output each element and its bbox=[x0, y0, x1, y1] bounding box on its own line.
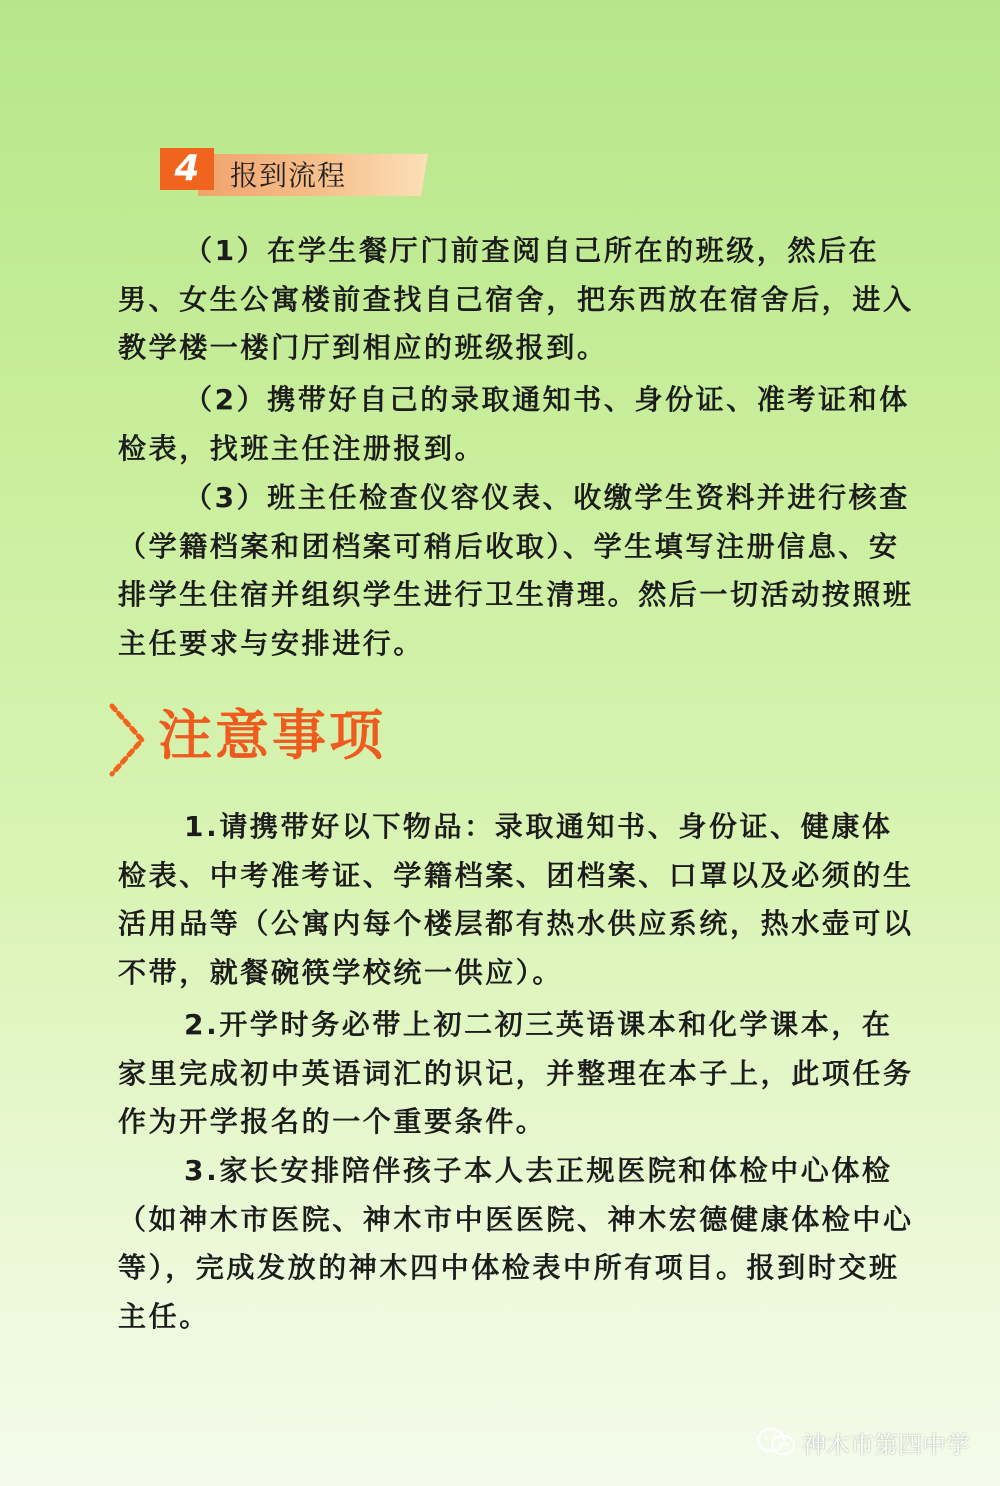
note-item-2: 2.开学时务必带上初二初三英语课本和化学课本，在家里完成初中英语词汇的识记，并整理在本子上，此项任务作为开学报名的一个重要条件。 bbox=[118, 1008, 914, 1138]
chevron-right-icon bbox=[106, 702, 150, 778]
procedure-step-2: （2）携带好自己的录取通知书、身份证、准考证和体检表，找班主任注册报到。 bbox=[118, 383, 910, 465]
procedure-step-3: （3）班主任检查仪容仪表、收缴学生资料并进行核查（学籍档案和团档案可稍后收取）、学生填写注册信息、安排学生住宿并组织学生进行卫生清理。然后一切活动按照班主任要求与安排进行。 bbox=[118, 481, 914, 660]
watermark bbox=[756, 1424, 970, 1460]
section-title: 报到流程 bbox=[230, 159, 347, 192]
section-header bbox=[160, 148, 430, 198]
notes-header bbox=[106, 696, 426, 776]
notes-title: 注意事项 bbox=[158, 704, 386, 767]
note-item-1: 1.请携带好以下物品：录取通知书、身份证、健康体检表、中考准考证、学籍档案、团档案、口罩以及必须的生活用品等（公寓内每个楼层都有热水供应系统，热水壶可以不带，就餐碗筷学校统一供应）。 bbox=[118, 810, 914, 989]
section-number: 4 bbox=[160, 148, 214, 190]
wechat-icon bbox=[756, 1427, 796, 1457]
note-item-3: 3.家长安排陪伴孩子本人去正规医院和体检中心体检（如神木市医院、神木市中医医院、神木宏德健康体检中心等），完成发放的神木四中体检表中所有项目。报到时交班主任。 bbox=[118, 1154, 914, 1333]
watermark-text: 神木市第四中学 bbox=[802, 1430, 970, 1459]
procedure-step-1: （1）在学生餐厅门前查阅自己所在的班级，然后在男、女生公寓楼前查找自己宿舍，把东西放在宿舍后，进入教学楼一楼门厅到相应的班级报到。 bbox=[118, 234, 914, 364]
